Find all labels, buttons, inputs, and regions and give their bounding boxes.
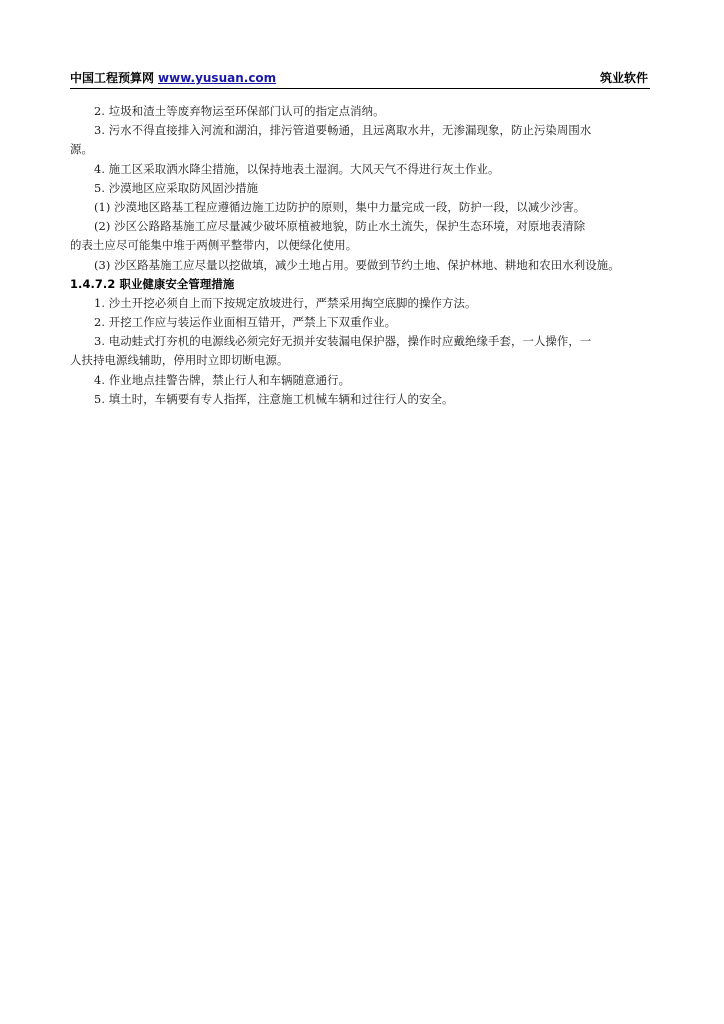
paragraph-line: (3) 沙区路基施工应尽量以挖做填，减少土地占用。要做到节约土地、保护林地、耕地和农田水利设施。 — [94, 257, 620, 272]
paragraph-line: 源。 — [70, 142, 93, 157]
paragraph-line: 1. 沙土开挖必须自上而下按规定放坡进行，严禁采用掏空底脚的操作方法。 — [94, 295, 477, 310]
paragraph-line: 5. 填土时，车辆要有专人指挥，注意施工机械车辆和过往行人的安全。 — [94, 391, 454, 406]
paragraph-line: 2. 垃圾和渣土等废弃物运至环保部门认可的指定点消纳。 — [94, 104, 385, 118]
site-name: 中国工程预算网 — [70, 71, 155, 85]
header-left — [70, 70, 276, 86]
paragraph-line: 的表土应尽可能集中堆于两侧平整带内，以便绿化使用。 — [70, 238, 358, 253]
paragraph-line: 5. 沙漠地区应采取防风固沙措施 — [94, 180, 259, 195]
document-body — [70, 102, 658, 409]
paragraph-line: (2) 沙区公路路基施工应尽量减少破坏原植被地貌，防止水土流失，保护生态环境，对原地表清除 — [94, 219, 586, 234]
paragraph-line: (1) 沙漠地区路基工程应遵循边施工边防护的原则，集中力量完成一段，防护一段，以减少沙害。 — [94, 199, 586, 214]
paragraph-line: 3. 电动蛙式打夯机的电源线必须完好无损并安装漏电保护器，操作时应戴绝缘手套，一人操作，一 — [94, 334, 592, 349]
paragraph-line: 2. 开挖工作应与装运作业面相互错开，严禁上下双重作业。 — [94, 315, 397, 330]
paragraph-line: 人扶持电源线辅助，停用时立即切断电源。 — [70, 353, 289, 368]
site-url-link[interactable]: www.yusuan.com — [158, 71, 277, 85]
page-header — [70, 70, 650, 89]
paragraph-line: 4. 作业地点挂警告牌，禁止行人和车辆随意通行。 — [94, 372, 351, 387]
paragraph-line: 3. 污水不得直接排入河流和湖泊，排污管道要畅通，且远离取水井，无渗漏现象，防止污染周围水 — [94, 123, 592, 138]
brand-name: 筑业软件 — [599, 71, 648, 85]
paragraph-line: 4. 施工区采取洒水降尘措施，以保持地表土湿润。大风天气不得进行灰土作业。 — [94, 161, 500, 176]
section-heading: 1.4.7.2 职业健康安全管理措施 — [70, 276, 235, 291]
